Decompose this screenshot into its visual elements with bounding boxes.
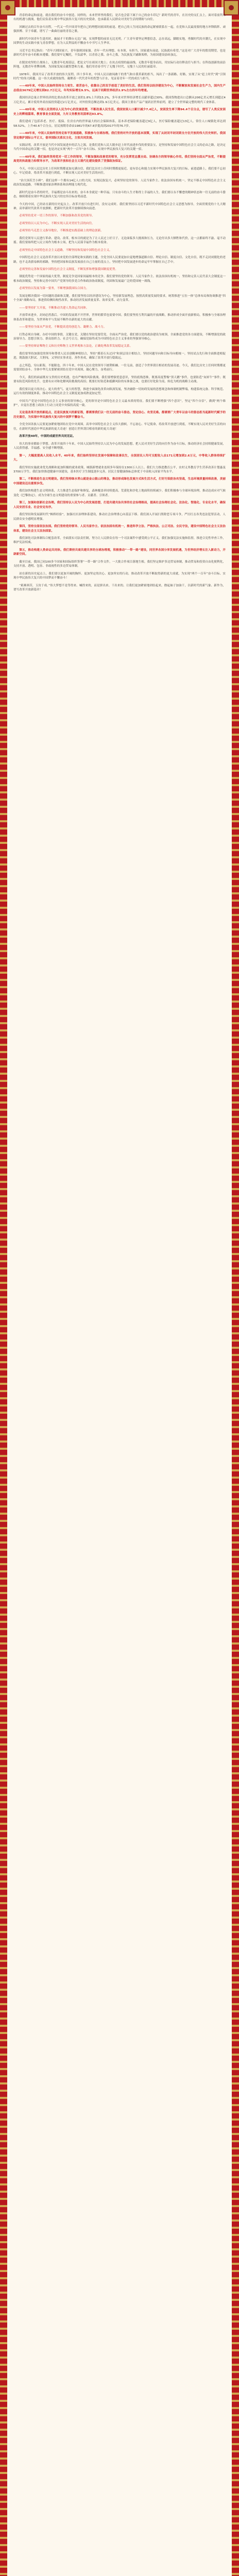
article-paragraph: “艰难困苦，玉汝于成。”伟大梦想不是等得来、喊得来的，而是拼出来、干出来的。让我们更加紧密地团结起来，撸起袖子加油干，以新时代的新气象、新作为，谱写改革开放新篇章！ (13, 584, 226, 592)
article-paragraph: ——要坚持扩大开放，不断推动共建人类命运共同体。 (19, 306, 89, 310)
article-paragraph: 无论是改革开放的新起点，还是民族复兴的新征程，都需要我们以一往无前的奋斗姿态，坚定信心、攻坚克难。都需要广大青年以奋斗的姿态担当起新时代赋予的历史重任，为实现中华民族伟大复兴的中国梦不懈奋斗。 (13, 411, 226, 419)
article-paragraph: 第四，坚持全面依法治国。我们坚持党的领导、人民当家作主、依法治国有机统一，推进科学立法、严格执法、公正司法、全民守法，建设中国特色社会主义法治体系，建设社会主义法治国家。 (13, 525, 226, 533)
article-paragraph: 第二，不断推进生态文明建设。我们坚持绿水青山就是金山银山的理念，推动形成绿色发展方式和生活方式，打好污染防治攻坚战，生态环境质量持续改善，美丽中国建设迈出重要步伐。 (13, 478, 226, 485)
article-paragraph: 站在新的历史起点上，我们要以更加开阔的胸怀、更加坚定的决心、更加务实的行动，推动改革开放不断取得新的更大成就，为实现“两个一百年”奋斗目标、实现中华民族伟大复兴的中国梦而不懈奋斗！ (13, 572, 226, 580)
article-paragraph: 必须坚持马克思主义指导地位，不断推进实践基础上的理论创新。 (19, 229, 104, 233)
article-paragraph: 青春的命运和前途，就在我们的奋斗中创造。同样的，未来世界里的我们，是否也会留下属于自己的奋斗印记？新时代的青年，在历史的交汇点上，面对着前所未有的机遇与挑战。他们肩负着实现中华民族伟大复兴的历史使命，也承载着人民群众对美好生活的期盼与向往。 (13, 14, 226, 22)
article-paragraph: ——40年来，中国人民坚持以人民为中心的发展思想，不断改善人民生活。我国贫困人口累计减少7.4亿人，贫困发生率下降94.4个百分点，谱写了人类反贫困史上的辉煌篇章。教育事业全面发展，九年义务教育巩固率达93.8%。 (13, 108, 226, 116)
article-paragraph: 发展是解决我国一切问题的基础和关键。我们要坚持以经济建设为中心，坚持新发展理念，按照高质量发展的要求，统筹推进“五位一体”总体布局和协调推进“四个全面”战略布局，推进供给侧结构性改革，推动经济发展质量变革、效率变革、动力变革。 (13, 294, 226, 302)
article-paragraph: 改革开放40年，中国的成就世界共同见证。 (19, 435, 76, 438)
article-paragraph: 我们党领导人民进行革命、建设、改革，根本目的就是为了让人民过上好日子。无论面临多大挑战和压力，无论付出多大牺牲和代价，这一点都始终不渝、毫不动摇。我们要始终把人民立场作为根本立场，把为人民谋幸福作为根本使命。 (13, 236, 226, 245)
article-paragraph: 今天，中国人民比历史上任何时期都更加充满自信，我们比历史上任何时期都更接近、更有信心和能力实现中华民族伟大复兴的目标。前进道路上，我们要不忘初心、牢记使命，将改革开放进行到底，不断实现人民对美好生活的向往。 (13, 167, 226, 175)
article-paragraph: 我们建成了包括养老、医疗、低保、住房在内的世界最大的社会保障体系，基本养老保险覆盖超过9亿人，医疗保险覆盖超过13亿人。常住人口城镇化率达到58.52%，上升40.6个百分点。居民预期寿命由1981年的67.8岁提高到2017年的76.7岁。 (13, 120, 226, 128)
article-paragraph: 打铁必须自身硬。办好中国的事情，关键在党，关键在坚持党要管党、全面从严治党。我们要以党的政治建设为统领，全面推进党的各方面建设，不断增强党的政治领导力、思想引领力、群众组织力、社会号召力，确保党始终成为中国特色社会主义事业的坚强领导核心。 (13, 333, 226, 341)
article-paragraph: 我们加快构建生态文明体系，大力推进生态保护和修复，森林覆盖率持续提高，荒漠化和沙化土地面积持续减少。我们积极参与全球环境治理，推动达成应对气候变化《巴黎协定》，成为全球生态文明建设的重要参与者、贡献者、引领者。 (13, 489, 226, 497)
article-paragraph: ——40年来，我们始终坚持党对一切工作的领导，不断加强和改善党的领导，充分发挥党总揽全局、协调各方的领导核心作用。我们坚持全面从严治党，不断提高党的执政能力和领导水平，为改革开放和社会主义现代化建设提供了坚强政治保证。 (13, 155, 226, 163)
article-paragraph: 我们坚持和发展新时代“枫桥经验”，加强社区治理体系建设，推动社会治理重心向基层下移。我们深入开展扫黑除恶专项斗争，严厉打击各类违法犯罪活动，人民群众安全感明显增强。 (13, 513, 226, 521)
article-paragraph: 我们要坚持加强党的领导和尊重人民首创精神相结合，坚持“摸着石头过河”和顶层设计相结合，坚持问题导向和目标导向相统一，坚持试点先行和全面推进相促进，既鼓励大胆试、大胆闯，又坚持实事求是、善作善成，确保了改革开放行稳致远。 (13, 352, 226, 360)
article-paragraph: 今天，我们的面前既有宝贵的历史机遇，也有严峻的风险挑战。我们要增强忧患意识，坚持底线思维，既要高度警惕“黑天鹅”事件，也要防范“灰犀牛”事件；既要有防范风险的先手，也要有应对和化解风险挑战的高招；既要打好防范和抵御风险的有准备之战，也要打好化险为夷、转危为机的战略主动战。 (13, 376, 226, 384)
article-paragraph: 中国共产党是中国特色社会主义事业的领导核心，党的领导是中国特色社会主义最本质的特征。我们要不断增强“四个意识”，坚定“四个自信”，做到“两个维护”，自觉在思想上政治上行动上同党中央保持高度一致。 (13, 399, 226, 407)
article-paragraph: 实践证明，改革开放是当代中国发展进步的活力之源，是我们党和人民大踏步赶上时代前进步伐的重要法宝，是坚持和发展中国特色社会主义的必由之路，是决定当代中国命运的关键一招，也是决定实现“两个一百年”奋斗目标、实现中华民族伟大复兴的关键一招。 (13, 143, 226, 151)
article-paragraph: 必须坚持党对一切工作的领导，不断加强和改善党的领导。 (19, 214, 95, 218)
article-paragraph: ——要坚持辩证唯物主义和历史唯物主义世界观和方法论，正确处理改革发展稳定关系。 (19, 345, 133, 348)
article-paragraph: 第五，推动构建人类命运共同体。我们秉持共商共建共享的全球治理观，积极推动“一带一路”建设，同世界各国分享发展机遇，为世界经济增长注入新动力，开辟新空间。 (13, 548, 226, 556)
article-paragraph: 新时代是奋斗者的时代。幸福都是奋斗出来的，奋斗本身就是一种幸福。只有奋斗的人生才称得上幸福的人生。我们要以永不懈怠的精神状态和一往无前的奋斗姿态，继续朝着实现中华民族伟大复兴的宏伟目标奋勇前进。 (13, 191, 226, 199)
article-paragraph: 必须坚持以发展为第一要务，不断增强我国综合国力。 (19, 287, 89, 291)
article-paragraph: 在脱贫攻坚的主战场上，无数青年扎根基层，把论文写在祖国大地上；在抗击疫情的最前线，无数青年挺身而出，用实际行动诠释责任与担当；在科技创新的前沿阵地，无数青年勇攀高峰，为国家发展贡献智慧和力量。他们用青春书写了无愧于时代、无愧于人民的壮丽篇章。 (13, 61, 226, 69)
article-paragraph: 志之所趋，穷山距海，不能限也。四十年来，中国人民在党的领导下披荆斩棘、一往无前，创造了令世界刮目相看的发展奇迹。今天，我们比历史上任何时期都更需要团结奋斗。全体中华儿女要紧密团结在党中央周围，凝心聚力，奋勇前行。 (13, 364, 226, 372)
article-paragraph: 我国经济总量占世界经济的比重由改革开放之初的1.8%上升到15.2%，多年来对世界经济增长贡献率超过30%。我国货物进出口总额从206亿美元增长到超过4万亿美元，累计使用外商直接投资超过2万亿美元，对外投资总额达到1.9万亿美元。我国主要农产品产量跃居世界前列，建立了全世界最完整的现代工业体系。 (13, 96, 226, 104)
decorative-border-right (232, 0, 239, 2576)
article-body (13, 13, 226, 2576)
article-paragraph: 习近平总书记指出：“青年兴则国家兴，青年强则国家强。青年一代有理想、有本领、有担当，国家就有前途，民族就有希望。”这是对广大青年的殷切期望，也是新时代青年奋斗的根本遵循。我们要牢记嘱托，不负韶华，以青春之我、奋斗之我，为民族复兴铺路架桥，为祖国建设添砖加瓦。 (13, 49, 226, 57)
decorative-border-top (0, 0, 239, 7)
article-paragraph: 第三，加强和创新社会治理。我们坚持以人民为中心的发展思想，打造共建共治共享的社会治理格局，提高社会治理社会化、法治化、智能化、专业化水平，确保人民安居乐业、社会安定有序。 (13, 501, 226, 509)
article-paragraph: ——要坚持全面从严治党，不断提高党的创造力、凝聚力、战斗力。 (19, 326, 107, 329)
article-paragraph: 第一，大幅度提高人民收入水平。40年来，我们始终坚持在发展中保障和改善民生，全国居民人均可支配收入由171元增加到2.6万元，中等收入群体持续扩大。 (13, 454, 226, 462)
article-paragraph: 我们坚持实施就业优先战略和更加积极的就业政策，城镇新增就业连续多年保持在1300万人以上。我们大力推进教育公平，农村义务教育学生营养改善计划惠及3700万学生。我们加快推进健康中国建设，基本医疗卫生制度逐步完善，居民主要健康指标总体优于中高收入国家平均水平。 (13, 466, 226, 473)
article-paragraph: 回顾过去的百年奋斗历程，一代又一代中国青年把自己的理想同祖国的前途、把自己的人生同民族的命运紧密联系在一起，在党和人民最需要的地方冲锋陷阵、顽强拼搏、甘于奉献，谱写了一曲曲壮丽的青春之歌。 (13, 25, 226, 33)
article-paragraph: “治大国若烹小鲜”。我们这样一个拥有14亿人口的大国，实现民族复兴，必须坚持党的领导、人民当家作主、依法治国有机统一，坚定不移走中国特色社会主义政治发展道路，不断推进国家治理体系和治理能力现代化。 (13, 179, 226, 187)
article-paragraph: 全党全国各族人民要更加紧密地团结在党中央周围，高举中国特色社会主义伟大旗帜，不忘初心、牢记使命，将改革开放进行到底，不断实现人民对美好生活的向往，在新时代创造中华民族新的更大奇迹！创造让世界刮目相看的新的更大奇迹！ (13, 423, 226, 431)
article-paragraph: 中国特色社会主义是改革开放以来党的全部理论和实践的主题，全党全国人民要更加自觉地增强道路自信、理论自信、制度自信、文化自信，既不走封闭僵化的老路，也不走改旗易帜的邪路，坚持把国家和民族发展放在自己力量的基点上，坚持把中国发展进步的命运牢牢掌握在自己手中。 (13, 256, 226, 264)
article-paragraph: ——40年来，中国人民始终坚持走和平发展道路，积极参与全球治理。我们坚持对外开放的基本国策，实现了从封闭半封闭到全方位开放的伟大历史转折。我国坚定维护国际公平正义，倡导国际关系民主化，主张共同发展。 (13, 132, 226, 140)
article-paragraph: 今天的中国，已经站在新的历史起点上。改革开放只有进行时，没有完成时。我们要坚持以习近平新时代中国特色社会主义思想为指导，全面贯彻党的十九大精神，高举新时代改革开放旗帜，把新时代改革开放继续推向前进。 (13, 202, 226, 210)
article-paragraph: 截至目前，我国已同100多个国家和国际组织签署“一带一路”合作文件，一大批合作项目落地生根。我们坚定维护多边贸易体制，推动贸易和投资自由化便利化，支持开放、透明、包容、非歧视性的多边贸易体制。 (13, 560, 226, 568)
article-paragraph: 必须坚持以人民为中心，不断实现人民对美好生活的向往。 (19, 222, 95, 225)
corner-ornament-top-right (224, 0, 239, 15)
article-paragraph: 制度优势是一个国家的最大优势，制度竞争是国家间最根本的竞争。我们要坚持党的领导、人民当家作主、依法治国有机统一，坚持和完善人民代表大会制度这一根本政治制度，坚持和完善中国共产党领导的多党合作和政治协商制度，巩固和发展最广泛的爱国统一战线。 (13, 275, 226, 283)
article-paragraph: 新时代中国青年生逢其时，施展才干的舞台无比广阔，实现梦想的前景无比光明。广大青年要坚定理想信念，志存高远，脚踏实地，勇做时代的弄潮儿，在实现中国梦的生动实践中放飞青春梦想，在为人民利益的不懈奋斗中书写人生华章。 (13, 37, 226, 45)
article-paragraph: 伟大的事业都始于梦想。改革开放四十年来，中国人民始终坚持以人民为中心的发展思想，把人民对美好生活的向往作为奋斗目标，推动经济社会持续健康发展，人民获得感、幸福感、安全感不断增强。 (13, 442, 226, 450)
article-paragraph: ——40年来，中国人民始终坚持自力更生、艰苦奋斗，依靠自己的双手创造了美好的生活。我们坚持以经济建设为中心，不断解放和发展社会生产力，国内生产总值由3679亿元增长到82.7万亿元，年均实际增长9.5%，远高于同期世界经济2.9%左右的年均增速。 (13, 84, 226, 92)
article-paragraph: 必须坚持完善和发展中国特色社会主义制度，不断发挥和增强我国制度优势。 (19, 268, 118, 272)
article-paragraph: 开放带来进步，封闭必然落后。中国的发展离不开世界，世界的繁荣也需要中国。我们要坚持互利共赢的开放战略，推动形成全面开放新格局，积极参与全球治理体系改革和建设，为世界和平与发展不断作出新的更大的贡献。 (13, 314, 226, 321)
article-paragraph: 我们深化司法体制综合配套改革，全面落实司法责任制，努力让人民群众在每一个司法案件中感受到公平正义。我们加强宪法实施和监督，推进合宪性审查工作，维护宪法权威。 (13, 536, 226, 545)
article-paragraph: 1978年，我国开启了改革开放的伟大征程。四十多年来，中国人民以敢闯敢干的勇气和自我革新的担当，闯出了一条新路、好路，实现了从“赶上时代”到“引领时代”的伟大跨越。这一伟大成就的取得，凝聚着一代代青年的智慧与汗水，见证着青年一代的成长与担当。 (13, 73, 226, 80)
article-paragraph: 我们要以更大的决心、更大的勇气、更大的智慧，推进全面深化改革向纵深发展，坚决破除一切妨碍发展的思想观念和体制机制弊端，构建系统完备、科学规范、运行有效的制度体系，推动中国特色社会主义制度更加成熟更加定型。 (13, 387, 226, 396)
decorative-border-left (0, 0, 7, 2576)
article-paragraph: 必须坚持走中国特色社会主义道路，不断坚持和发展中国特色社会主义。 (19, 248, 112, 252)
